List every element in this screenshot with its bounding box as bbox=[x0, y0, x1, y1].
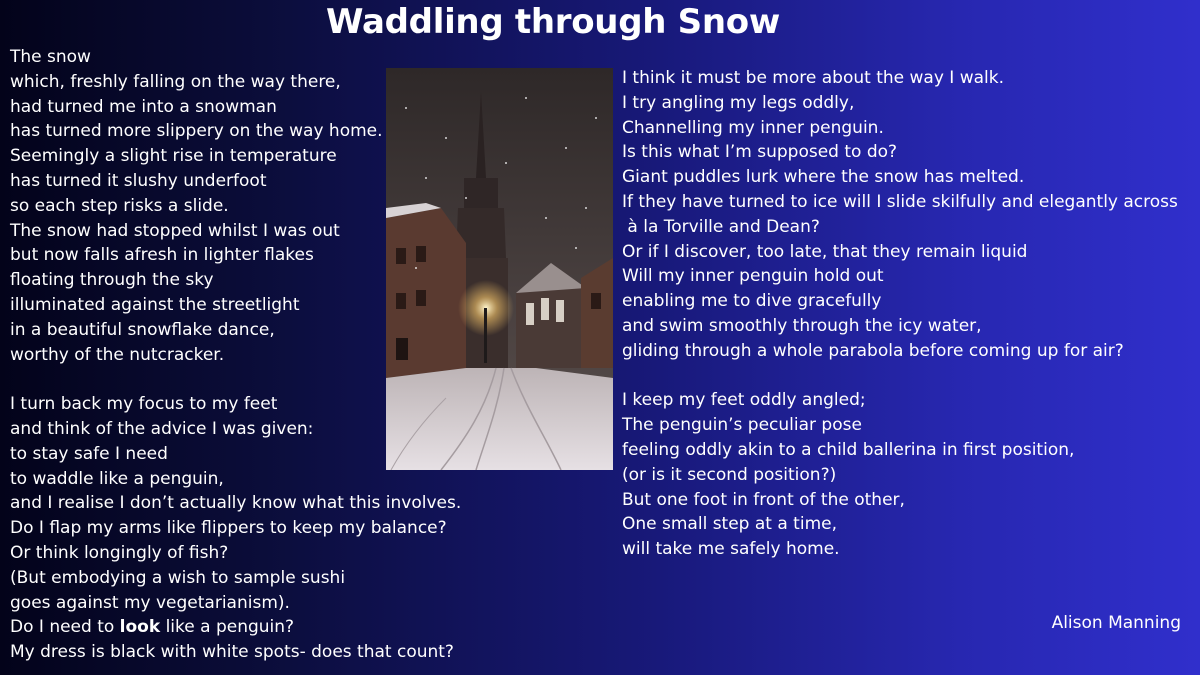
poem-line: à la Torville and Dean? bbox=[622, 216, 820, 237]
poem-line: Will my inner penguin hold out bbox=[622, 266, 884, 287]
poem-line: will take me safely home. bbox=[622, 539, 840, 560]
poem-line: floating through the sky bbox=[10, 270, 214, 291]
poem-line: and think of the advice I was given: bbox=[10, 418, 314, 439]
poem-line: in a beautiful snowflake dance, bbox=[10, 319, 275, 340]
cathedral-street-image bbox=[386, 68, 613, 470]
poem-line: I try angling my legs oddly, bbox=[622, 92, 855, 113]
poem-line: gliding through a whole parabola before coming up for air? bbox=[622, 340, 1124, 361]
poem-line: worthy of the nutcracker. bbox=[10, 344, 225, 365]
poem-line: Or think longingly of fish? bbox=[10, 542, 229, 563]
stanza-break bbox=[622, 364, 1178, 389]
poem-right-column bbox=[622, 66, 1178, 562]
poem-line: has turned more slippery on the way home. bbox=[10, 121, 383, 142]
poem-line: Is this what I’m supposed to do? bbox=[622, 142, 898, 163]
poem-line: Channelling my inner penguin. bbox=[622, 117, 884, 138]
poem-line: The snow bbox=[10, 47, 91, 67]
poem-line: But one foot in front of the other, bbox=[622, 489, 905, 510]
poem-line: and swim smoothly through the icy water, bbox=[622, 315, 982, 336]
poem-line-look-end: like a penguin? bbox=[160, 617, 295, 638]
poem-line: and I realise I don’t actually know what this involves. bbox=[10, 493, 462, 514]
poem-line: My dress is black with white spots- does that count? bbox=[10, 642, 454, 663]
poem-line: but now falls afresh in lighter flakes bbox=[10, 245, 314, 266]
poem-line: feeling oddly akin to a child ballerina in first position, bbox=[622, 439, 1075, 460]
poem-line: Or if I discover, too late, that they remain liquid bbox=[622, 241, 1028, 262]
poem-line: so each step risks a slide. bbox=[10, 195, 229, 216]
poem-title: Waddling through Snow bbox=[326, 2, 780, 42]
poem-line: to waddle like a penguin, bbox=[10, 468, 224, 489]
poem-line: enabling me to dive gracefully bbox=[622, 291, 882, 312]
poem-line: to stay safe I need bbox=[10, 443, 168, 464]
poem-line: had turned me into a snowman bbox=[10, 96, 277, 117]
poem-line: If they have turned to ice will I slide skilfully and elegantly across bbox=[622, 191, 1178, 212]
poem-line: goes against my vegetarianism). bbox=[10, 592, 290, 613]
author-credit: Alison Manning bbox=[1051, 613, 1181, 633]
poem-line: (But embodying a wish to sample sushi bbox=[10, 567, 346, 588]
emphasis-look: look bbox=[119, 617, 161, 638]
poem-line: I think it must be more about the way I walk. bbox=[622, 68, 1005, 88]
poem-line-look-start: Do I need to bbox=[10, 617, 120, 638]
poem-line: Do I flap my arms like flippers to keep my balance? bbox=[10, 518, 447, 539]
snowy-street-photo bbox=[386, 68, 613, 470]
poem-line: Seemingly a slight rise in temperature bbox=[10, 146, 337, 167]
poem-line: One small step at a time, bbox=[622, 514, 837, 535]
poem-line: I keep my feet oddly angled; bbox=[622, 390, 866, 411]
poem-line: illuminated against the streetlight bbox=[10, 294, 300, 315]
poem-line: The penguin’s peculiar pose bbox=[622, 415, 862, 436]
poem-line: The snow had stopped whilst I was out bbox=[10, 220, 340, 241]
poem-line: I turn back my focus to my feet bbox=[10, 394, 278, 415]
poem-line: has turned it slushy underfoot bbox=[10, 170, 267, 191]
poem-line: Giant puddles lurk where the snow has melted. bbox=[622, 167, 1025, 188]
poem-line: which, freshly falling on the way there, bbox=[10, 71, 341, 92]
poem-line-look bbox=[10, 615, 461, 640]
poem-line: (or is it second position?) bbox=[622, 464, 837, 485]
